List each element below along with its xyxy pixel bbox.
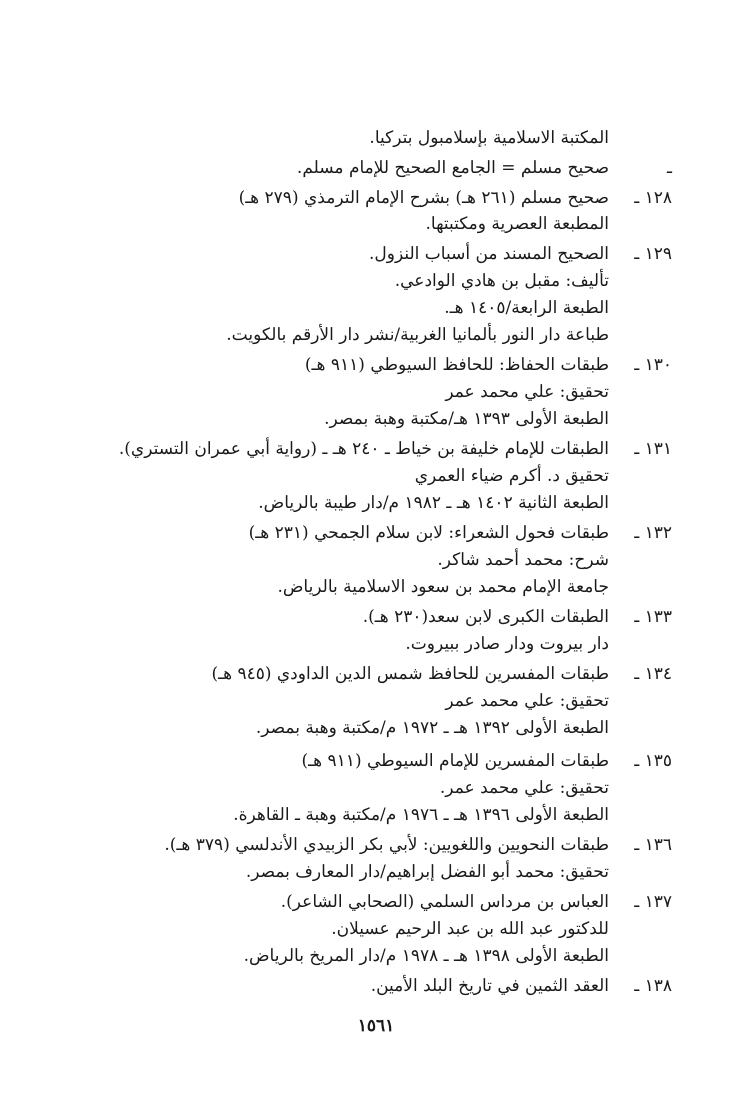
entry-number: ١٣٦ ـ [634,835,672,855]
entry-line: طبقات المفسرين للحافظ شمس الدين الداودي (٩٤٥ هـ) [211,664,609,684]
entry-line: تحقيق: علي محمد عمر [445,382,609,402]
entry-number: ١٢٩ ـ [634,244,672,264]
entry-line: الطبقات الكبرى لابن سعد(٢٣٠ هـ). [362,607,609,627]
entry-number: ١٣٧ ـ [634,892,672,912]
entry-line: الطبعة الأولى ١٣٩٣ هـ/مكتبة وهبة بمصر. [324,409,609,429]
entry-line: للدكتور عبد الله بن عبد الرحيم عسيلان. [331,919,609,939]
entry-line: صحيح مسلم = الجامع الصحيح للإمام مسلم. [296,158,609,178]
entry-line: العقد الثمين في تاريخ البلد الأمين. [370,976,609,996]
entry-line: الطبقات للإمام خليفة بن خياط ـ ٢٤٠ هـ ـ (رواية أبي عمران التستري). [118,439,609,459]
entry-line: تحقيق: علي محمد عمر [445,691,609,711]
entry-number: ١٣٤ ـ [634,664,672,684]
entry-line: الطبعة الرابعة/١٤٠٥ هـ. [444,298,609,318]
entry-number: ١٣٨ ـ [634,976,672,996]
entry-line: الطبعة الثانية ١٤٠٢ هـ ـ ١٩٨٢ م/دار طيبة بالرياض. [258,493,609,513]
entry-line: طباعة دار النور بألمانيا الغربية/نشر دار الأرقم بالكويت. [226,325,609,345]
entry-line: شرح: محمد أحمد شاكر. [437,550,609,570]
entry-line: طبقات النحويين واللغويين: لأبي بكر الزبيدي الأندلسي (٣٧٩ هـ). [164,835,609,855]
entry-line: تحقيق: علي محمد عمر. [439,778,609,798]
entry-line: طبقات المفسرين للإمام السيوطي (٩١١ هـ) [301,751,609,771]
entry-number: ـ [667,158,672,178]
entry-line: تأليف: مقبل بن هادي الوادعي. [394,271,609,291]
entry-line: طبقات فحول الشعراء: لابن سلام الجمحي (٢٣١ هـ) [248,523,609,543]
entry-line: دار بيروت ودار صادر ببيروت. [405,634,609,654]
entry-line: صحيح مسلم (٢٦١ هـ) بشرح الإمام الترمذي (٢٧٩ هـ) [238,188,609,208]
entry-number: ١٣٣ ـ [634,607,672,627]
entry-line: المكتبة الاسلامية بإسلامبول بتركيا. [369,128,609,148]
entry-line: الطبعة الأولى ١٣٩٢ هـ ـ ١٩٧٢ م/مكتبة وهبة بمصر. [255,718,609,738]
entry-line: العباس بن مرداس السلمي (الصحابي الشاعر). [280,892,609,912]
entry-line: الطبعة الأولى ١٣٩٨ هـ ـ ١٩٧٨ م/دار المريخ بالرياض. [243,946,609,966]
entry-line: المطبعة العصرية ومكتبتها. [425,214,609,234]
entry-line: الطبعة الأولى ١٣٩٦ هـ ـ ١٩٧٦ م/مكتبة وهبة ـ القاهرة. [233,805,609,825]
page-number: ١٥٦١ [357,1016,395,1036]
entry-line: تحقيق: محمد أبو الفضل إبراهيم/دار المعارف بمصر. [245,862,609,882]
entry-line: الصحيح المسند من أسباب النزول. [369,244,609,264]
entry-number: ١٢٨ ـ [634,188,672,208]
entry-line: تحقيق د. أكرم ضياء العمري [414,466,609,486]
entry-number: ١٣٠ ـ [634,355,672,375]
entry-line: جامعة الإمام محمد بن سعود الاسلامية بالرياض. [277,577,609,597]
entry-line: طبقات الحفاظ: للحافظ السيوطي (٩١١ هـ) [304,355,609,375]
entry-number: ١٣٥ ـ [634,751,672,771]
entry-number: ١٣١ ـ [634,439,672,459]
entry-number: ١٣٢ ـ [634,523,672,543]
